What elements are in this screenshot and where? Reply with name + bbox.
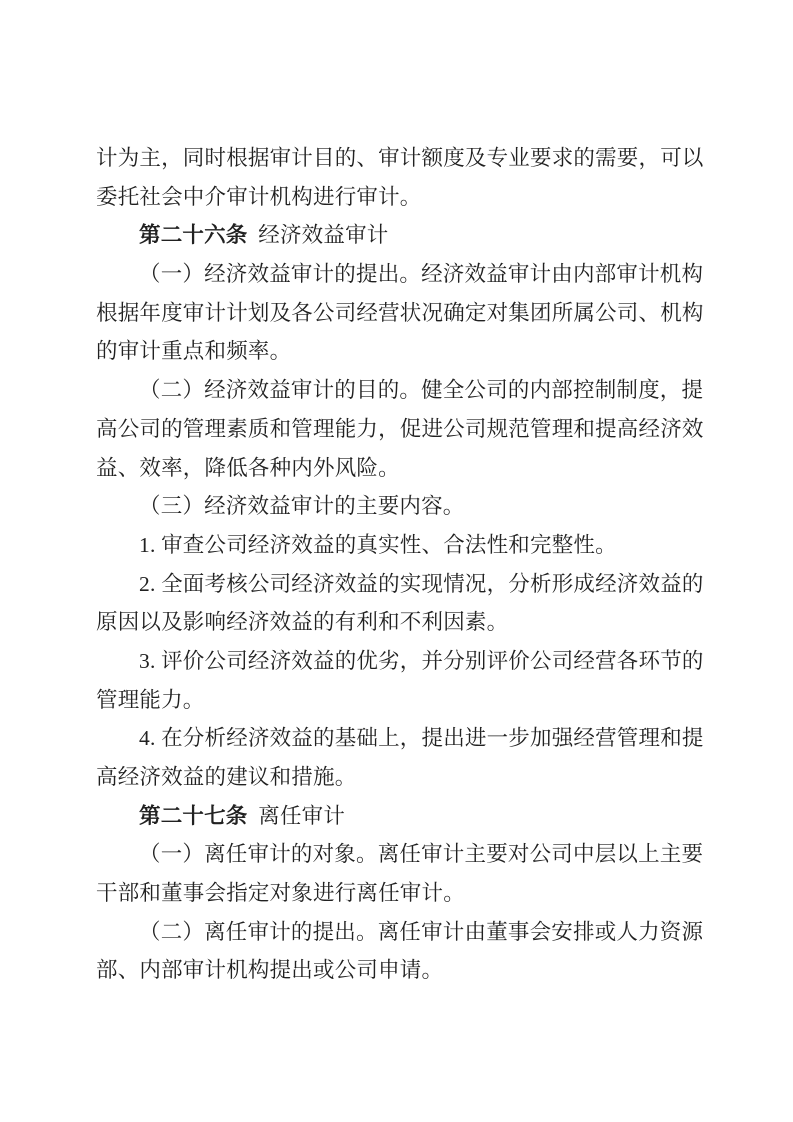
text-line: 2. 全面考核公司经济效益的实现情况，分析形成经济效益的 — [139, 571, 704, 596]
article-heading-line — [96, 216, 698, 255]
text-line: 管理能力。 — [96, 687, 205, 712]
text-line: （二）经济效益审计的目的。健全公司的内部控制制度，提 — [139, 378, 704, 403]
document-body — [96, 139, 704, 990]
text-line: 1. 审查公司经济效益的真实性、合法性和完整性。 — [139, 532, 617, 557]
text-line: 的审计重点和频率。 — [96, 339, 292, 364]
article-heading-line — [96, 797, 698, 836]
text-line: 委托社会中介审计机构进行审计。 — [96, 184, 422, 209]
text-line: 3. 评价公司经济效益的优劣，并分别评价公司经营各环节的 — [139, 648, 704, 673]
text-line: 部、内部审计机构提出或公司申请。 — [96, 958, 444, 983]
text-line: 4. 在分析经济效益的基础上，提出进一步加强经营管理和提 — [139, 726, 704, 751]
article-number: 第二十六条 — [139, 223, 248, 248]
text-line: 原因以及影响经济效益的有利和不利因素。 — [96, 610, 509, 635]
article-title: 经济效益审计 — [258, 223, 389, 248]
text-line: （一）离任审计的对象。离任审计主要对公司中层以上主要 — [139, 842, 704, 867]
article-title: 离任审计 — [258, 803, 346, 828]
text-line: （一）经济效益审计的提出。经济效益审计由内部审计机构 — [139, 262, 704, 287]
text-line: （三）经济效益审计的主要内容。 — [139, 494, 465, 519]
text-line: 根据年度审计计划及各公司经营状况确定对集团所属公司、机构 — [96, 300, 704, 325]
text-line: 高公司的管理素质和管理能力，促进公司规范管理和提高经济效 — [96, 416, 704, 441]
text-line: 干部和董事会指定对象进行离任审计。 — [96, 881, 465, 906]
text-line: 益、效率，降低各种内外风险。 — [96, 455, 400, 480]
text-line: （二）离任审计的提出。离任审计由董事会安排或人力资源 — [139, 919, 704, 944]
article-number: 第二十七条 — [139, 803, 248, 828]
text-line: 高经济效益的建议和措施。 — [96, 765, 357, 789]
text-line: 计为主，同时根据审计目的、审计额度及专业要求的需要，可以 — [96, 146, 704, 170]
